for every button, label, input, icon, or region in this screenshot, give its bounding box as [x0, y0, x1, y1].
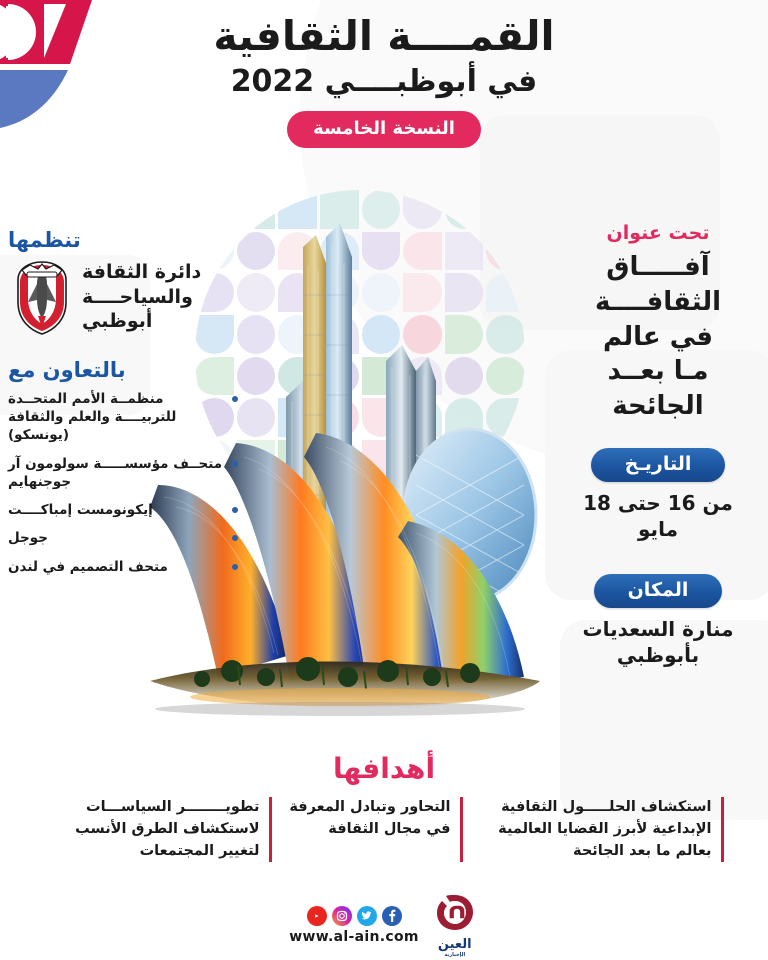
website-url[interactable]: www.al-ain.com — [289, 928, 419, 945]
date-section — [560, 448, 756, 542]
brand-word: العين — [437, 937, 472, 952]
partners-label: بالتعاون مع — [8, 358, 126, 382]
twitter-icon[interactable] — [357, 906, 377, 926]
youtube-icon[interactable] — [307, 906, 327, 926]
partner-item: جوجل — [8, 529, 238, 547]
headline-label: تحت عنوان — [606, 222, 710, 244]
abu-dhabi-falcon-crest-icon — [8, 258, 76, 336]
social-icons — [307, 906, 402, 926]
organizer-block — [8, 258, 238, 336]
date-value: من 16 حتى 18 مايو — [583, 491, 733, 542]
page-subtitle: في أبوظبــــي 2022 — [230, 64, 538, 100]
footer — [0, 892, 768, 958]
organizer-name-line-0: دائرة الثقافة — [82, 260, 202, 283]
headline-line-4: الجائحة — [612, 391, 704, 422]
goals-title: أهدافها — [332, 752, 436, 785]
place-section — [560, 574, 756, 668]
partner-item: متحف التصميم في لندن — [8, 558, 238, 576]
edition-badge: النسخة الخامسة — [287, 111, 481, 148]
goal-item-2: تطويــــــــر السياســـات لاستكشاف الطرق الأنسب لتغيير المجتمعات — [45, 797, 272, 862]
partner-item: متحــف مؤسســـــة سولومون آر جوجنهايم — [8, 455, 238, 491]
place-value-line-1: بأبوظبي — [616, 643, 700, 668]
left-info-column — [8, 228, 238, 586]
headline-line-3: مـا بعــد — [607, 356, 709, 387]
right-info-column — [560, 222, 756, 668]
goal-item-1: التحاور وتبادل المعرفة في مجال الثقافة — [286, 797, 463, 862]
facebook-icon[interactable] — [382, 906, 402, 926]
date-label-badge: التاريـخ — [591, 448, 726, 482]
page-title: القمــــة الثقافية — [213, 12, 555, 60]
organizer-name — [82, 260, 238, 334]
headline-line-1: الثقافــــة — [594, 286, 722, 317]
brand-sub: الإخبارية — [444, 952, 466, 958]
instagram-icon[interactable] — [332, 906, 352, 926]
organizer-name-line-1: والسياحــــة — [82, 285, 193, 308]
goals-columns — [0, 797, 768, 862]
partner-item: إيكونومست إمباكــــت — [8, 501, 238, 519]
partners-list — [8, 390, 238, 576]
partner-item: منظمــة الأمم المتحــدة للتربيــــة والعلم والثقافة (يونسكو) — [8, 390, 238, 445]
al-ain-brand-logo — [431, 892, 479, 958]
goal-item-0: استكشاف الحلـــــول الثقافية الإبداعية لأبرز القضايا العالمية بعالم ما بعد الجائحة — [477, 797, 724, 862]
place-value-line-0: منارة السعديات — [582, 617, 734, 642]
organizer-label: تنظمها — [8, 228, 81, 252]
headline-line-0: آفـــــاق — [606, 252, 710, 282]
al-ain-circle-icon — [431, 892, 479, 936]
goals-section — [0, 752, 768, 862]
social-block — [289, 906, 419, 945]
headline-text — [560, 250, 756, 424]
header — [0, 14, 768, 148]
organizer-name-line-2: أبوظبي — [82, 310, 153, 333]
edition-badge-wrap — [0, 111, 768, 148]
headline-line-2: في عالم — [602, 321, 714, 352]
place-label-badge: المكان — [594, 574, 723, 608]
